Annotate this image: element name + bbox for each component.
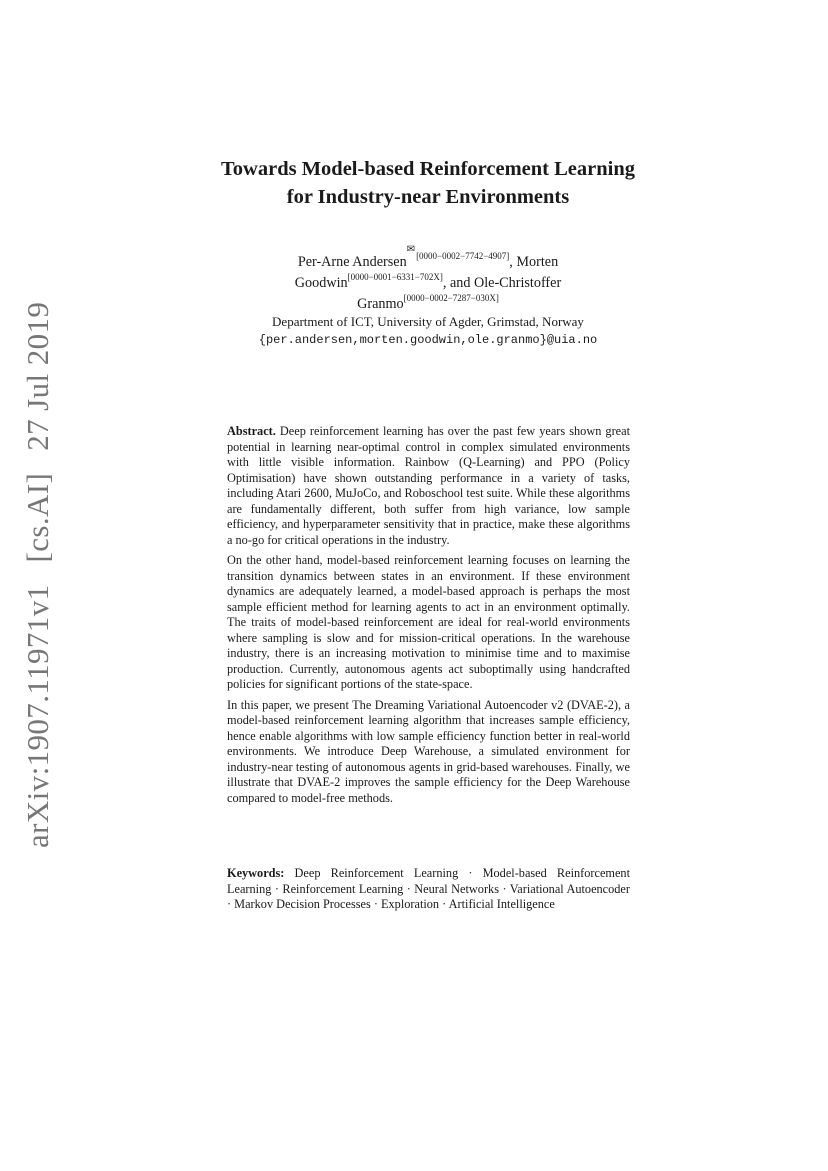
author-line-1	[228, 244, 628, 273]
paper-title	[150, 155, 706, 211]
author-line-3	[228, 294, 628, 315]
author-list	[228, 244, 628, 315]
affiliation-block	[228, 313, 628, 349]
author-name-andersen: Per-Arne Andersen	[297, 254, 407, 270]
abstract-paragraph-3: In this paper, we present The Dreaming Variational Autoencoder v2 (DVAE-2), a model-based reinforcement learning algorithm that increases sample efficiency, hence enable algorithms with low sample efficiency function better in real-world environments. We introduce Deep Warehouse, a simulated environment for industry-near testing of autonomous agents in grid-based warehouses. Finally, we illustrate that DVAE-2 improves the sample efficiency for the Deep Warehouse compared to model-free methods.	[227, 697, 630, 805]
author-line-2	[228, 273, 628, 294]
author-emails: {per.andersen,morten.goodwin,ole.granmo}@uia.no	[258, 333, 598, 347]
keywords-section	[227, 866, 630, 913]
affiliation-department: Department of ICT, University of Agder, Grimstad, Norway	[272, 314, 584, 329]
author-separator-2: , and Ole-Christoffer	[442, 275, 562, 291]
abstract-paragraph-1	[227, 424, 630, 548]
title-line-2: for Industry-near Environments	[286, 186, 570, 208]
envelope-icon: ✉	[406, 244, 416, 255]
orcid-granmo: [0000−0002−7287−030X]	[403, 293, 499, 303]
abstract-label: Abstract.	[227, 424, 276, 438]
arxiv-category: [cs.AI]	[20, 472, 55, 563]
keywords-label: Keywords:	[227, 866, 285, 880]
arxiv-side-stamp	[20, 280, 56, 848]
abstract-section	[227, 424, 630, 811]
arxiv-id: arXiv:1907.11971v1	[20, 584, 55, 848]
author-separator-1: , Morten	[509, 254, 559, 270]
title-line-1: Towards Model-based Reinforcement Learning	[221, 158, 635, 180]
author-name-granmo: Granmo	[357, 296, 404, 312]
keywords-text: Deep Reinforcement Learning · Model-based Reinforcement Learning · Reinforcement Learning · Neural Networks · Variational Autoencoder · Markov Decision Processes · Exploration · Artificial Intelligence	[227, 866, 630, 911]
abstract-paragraph-1-text: Deep reinforcement learning has over the past few years shown great potential in learning near-optimal control in complex simulated environments with little visible information. Rainbow (Q-Learning) and PPO (Policy Optimisation) have shown outstanding performance in a variety of tasks, including Atari 2600, MuJoCo, and Roboschool test suite. While these algorithms are fundamentally different, both suffer from high variance, low sample efficiency, and hyperparameter sensitivity that in practice, make these algorithms a no-go for critical operations in the industry.	[227, 424, 630, 547]
orcid-andersen: [0000−0002−7742−4907]	[416, 251, 510, 261]
author-name-goodwin: Goodwin	[294, 275, 348, 291]
arxiv-date: 27 Jul 2019	[20, 301, 55, 451]
abstract-paragraph-2: On the other hand, model-based reinforcement learning focuses on learning the transition dynamics between states in an environment. If these environment dynamics are adequately learned, a model-based approach is perhaps the most sample efficient method for learning agents to act in an environment optimally. The traits of model-based reinforcement are ideal for real-world environments where sampling is slow and for mission-critical operations. In the warehouse industry, there is an increasing motivation to minimise time and to maximise production. Currently, autonomous agents act suboptimally using handcrafted policies for significant portions of the state-space.	[227, 553, 630, 691]
orcid-goodwin: [0000−0001−6331−702X]	[347, 272, 443, 282]
